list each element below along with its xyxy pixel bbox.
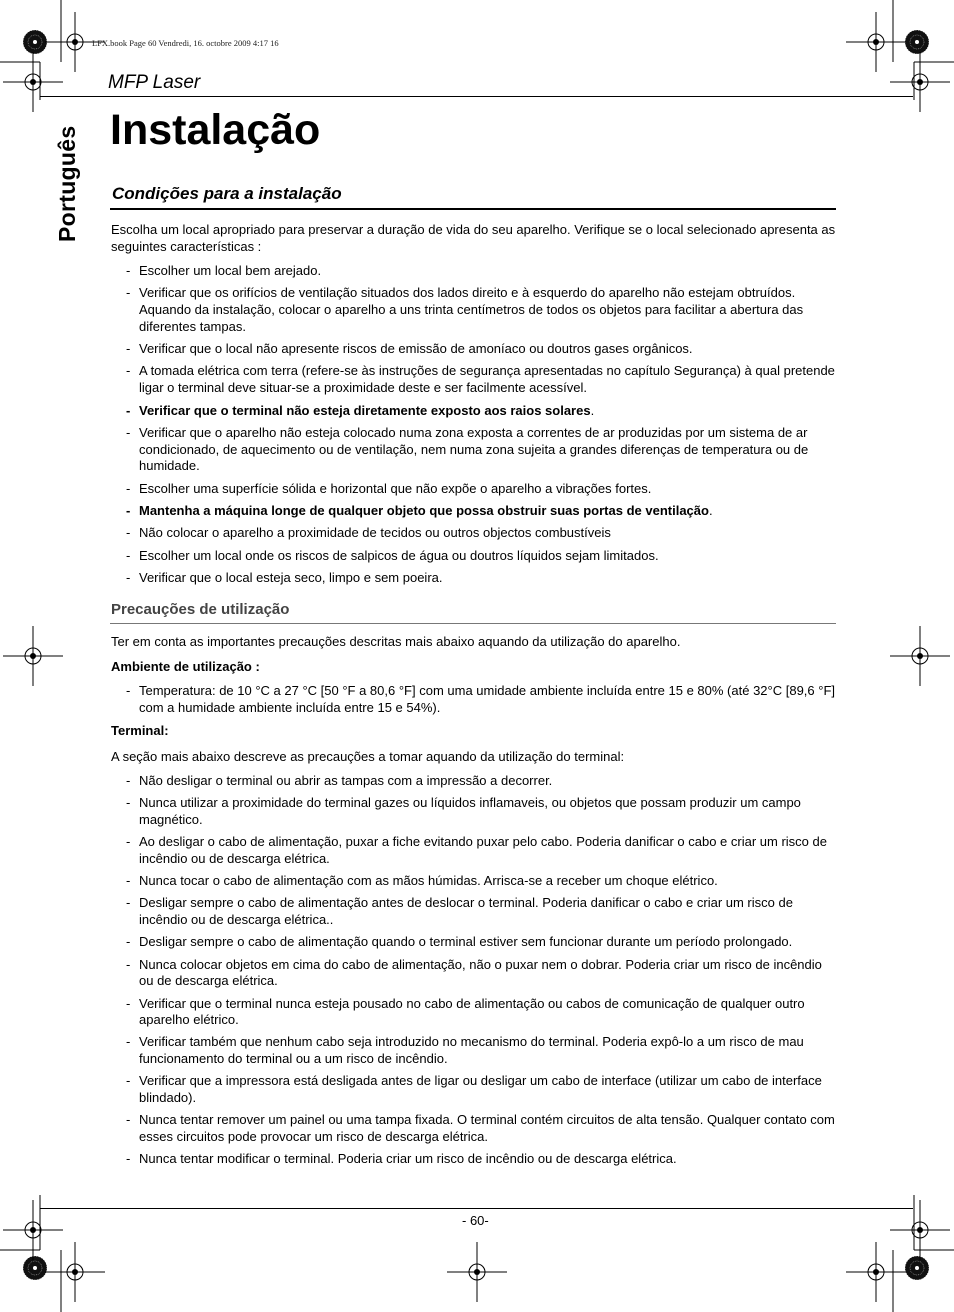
header-title: MFP Laser: [108, 72, 201, 93]
list-item: - Nunca tocar o cabo de alimentação com as mãos húmidas. Arrisca-se a receber um choque elétrico.: [125, 873, 837, 890]
list-item: - Escolher um local bem arejado.: [125, 263, 837, 280]
footer-rule: [40, 1208, 913, 1209]
list-item: - A tomada elétrica com terra (refere-se às instruções de segurança apresentadas no capítulo Segurança) à qual pretende ligar o terminal deve situar-se a proximidade deste e ser facilmente acessível.: [125, 363, 837, 397]
section-heading-installation-conditions: Condições para a instalação: [112, 184, 342, 203]
header-rule: [40, 96, 913, 97]
section-heading-usage-precautions: Precauções de utilização: [111, 601, 290, 618]
page-number: - 60-: [462, 1213, 489, 1228]
list-item: - Temperatura: de 10 °C a 27 °C [50 °F a 80,6 °F] com uma umidade ambiente incluída entre 15 e 80% (até 32°C [89,6 °F] com a humidade ambiente incluída entre 15 e 54%).: [125, 683, 837, 717]
section-rule: [110, 208, 836, 210]
list-item: - Verificar que o terminal nunca esteja pousado no cabo de alimentação ou cabos de comunicação de qualquer outro aparelho elétrico.: [125, 996, 837, 1030]
list-item: - Verificar que o local esteja seco, limpo e sem poeira.: [125, 570, 837, 587]
list-item-bold: [125, 403, 837, 420]
list-item: - Escolher uma superfície sólida e horizontal que não expõe o aparelho a vibrações fortes.: [125, 481, 837, 498]
environment-label: Ambiente de utilização :: [111, 659, 260, 674]
punctuation: .: [590, 402, 595, 418]
installation-conditions-list: [125, 263, 837, 592]
bold-text: Mantenha a máquina longe de qualquer objeto que possa obstruir suas portas de ventilação: [139, 503, 709, 519]
list-item: - Desligar sempre o cabo de alimentação antes de deslocar o terminal. Poderia danificar o cabo e criar um risco de incêndio ou de descarga elétrica..: [125, 895, 837, 929]
side-language-label: Português: [54, 125, 80, 242]
punctuation: .: [708, 503, 713, 519]
list-item: - Ao desligar o cabo de alimentação, puxar a fiche evitando puxar pelo cabo. Poderia danificar o cabo e criar um risco de incêndio ou de descarga elétrica.: [125, 834, 837, 868]
list-item: - Não desligar o terminal ou abrir as tampas com a impressão a decorrer.: [125, 773, 837, 790]
list-item-bold: [125, 503, 837, 520]
section1-intro: Escolha um local apropriado para preservar a duração de vida do seu aparelho. Verifique se o local selecionado apresenta as seguintes características :: [111, 222, 836, 254]
list-item: - Nunca utilizar a proximidade do terminal gazes ou líquidos inflamaveis, ou objetos que possam produzir um campo magnético.: [125, 795, 837, 829]
section2-intro: Ter em conta as importantes precauções descritas mais abaixo aquando da utilização do aparelho.: [111, 634, 681, 649]
list-item: - Verificar que os orifícios de ventilação situados dos lados direito e à esquerdo do aparelho não estejam obtruídos. Aquando da instalação, colocar o aparelho a uns trinta centímetros de todos os objetos para facilitar a abertura das diferentes tampas.: [125, 285, 837, 335]
list-item: - Verificar que o aparelho não esteja colocado numa zona exposta a correntes de ar produzidas por um sistema de ar condicionado, de aquecimento ou de ventilação, nem numa zona sujeita a grandes diferenças de temperatura ou de humidade.: [125, 425, 837, 475]
page-title: Instalação: [110, 106, 321, 154]
list-item: - Verificar que o local não apresente riscos de emissão de amoníaco ou doutros gases orgânicos.: [125, 341, 837, 358]
environment-list: [125, 683, 837, 717]
terminal-precautions-list: [125, 773, 837, 1168]
bold-text: Verificar que o terminal não esteja diretamente exposto aos raios solares: [139, 402, 591, 418]
print-info: LFX.book Page 60 Vendredi, 16. octobre 2009 4:17 16: [92, 38, 279, 48]
terminal-label: Terminal:: [111, 723, 169, 738]
list-item: - Nunca colocar objetos em cima do cabo de alimentação, não o puxar nem o dobrar. Poderia criar um risco de incêndio ou de descarga elétrica.: [125, 957, 837, 991]
list-item: - Verificar também que nenhum cabo seja introduzido no mecanismo do terminal. Poderia expô-lo a um risco de mau funcionamento do terminal ou a um risco de incêndio.: [125, 1034, 837, 1068]
list-item: - Nunca tentar modificar o terminal. Poderia criar um risco de incêndio ou de descarga elétrica.: [125, 1151, 837, 1168]
list-item: - Escolher um local onde os riscos de salpicos de água ou doutros líquidos sejam limitados.: [125, 548, 837, 565]
list-item: - Verificar que a impressora está desligada antes de ligar ou desligar um cabo de interface (utilizar um cabo de interface blindado).: [125, 1073, 837, 1107]
list-item: - Desligar sempre o cabo de alimentação quando o terminal estiver sem funcionar durante um período prolongado.: [125, 934, 837, 951]
list-item: - Não colocar o aparelho a proximidade de tecidos ou outros objectos combustíveis: [125, 525, 837, 542]
subsection-rule: [110, 623, 836, 624]
list-item: - Nunca tentar remover um painel ou uma tampa fixada. O terminal contém circuitos de alta tensão. Qualquer contato com esses circuitos pode provocar um risco de descarga elétrica.: [125, 1112, 837, 1146]
terminal-intro: A seção mais abaixo descreve as precauções a tomar aquando da utilização do terminal:: [111, 749, 625, 764]
